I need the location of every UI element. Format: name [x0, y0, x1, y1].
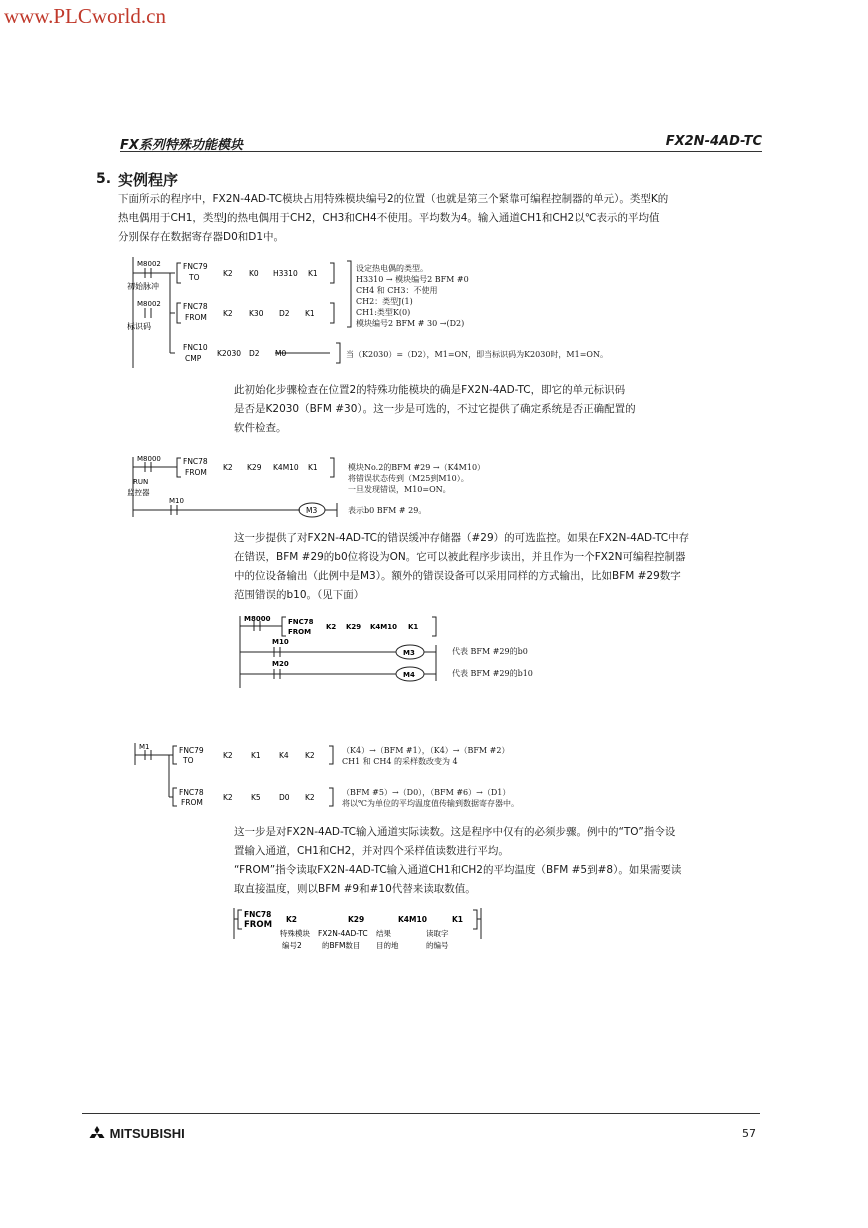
operand: K1 — [408, 623, 419, 631]
mitsubishi-logo — [88, 1126, 185, 1141]
operand: D2 — [279, 309, 290, 318]
init-explanation-paragraph — [234, 381, 754, 438]
ladder3-comment-b0: 代表 BFM #29的b0 — [452, 647, 528, 656]
operand: K30 — [249, 309, 264, 318]
monitor-label: 监控器 — [127, 488, 150, 497]
intro-paragraph — [118, 190, 768, 247]
para-line: “FROM”指令读取FX2N-4AD-TC输入通道CH1和CH2的平均温度（BFM #5到#8）。如果需要读 — [234, 864, 682, 876]
operand: K1 — [452, 915, 464, 924]
operand: K2 — [305, 793, 315, 802]
fnc-mnemonic: FROM — [288, 628, 312, 636]
coil-m3: M3 — [403, 649, 415, 657]
para-line: 中的位设备输出（此例中是M3）。额外的错误设备可以采用同样的方式输出，比如BFM #29数字 — [234, 570, 681, 582]
comment-line: 将错误状态传到（M25到M10）。 — [348, 474, 469, 483]
read-explanation-paragraph — [234, 823, 774, 899]
operand: K1 — [308, 463, 318, 472]
operand: K2030 — [217, 349, 242, 358]
ladder-diagram-read-channels — [133, 741, 363, 811]
fnc-mnemonic: TO — [183, 756, 194, 765]
operand: K2 — [305, 751, 315, 760]
operand: K2 — [223, 793, 233, 802]
para-line: 软件检查。 — [234, 422, 287, 434]
operand: K2 — [223, 463, 233, 472]
para-line: 在错误，BFM #29的b0位将设为ON。它可以被此程序步读出，并且作为一个FX2N可编程控制器 — [234, 551, 686, 563]
operand-desc: 的BFM数目 — [322, 941, 361, 950]
operand-desc: 的编号 — [426, 941, 449, 950]
ladder3-comment-b10: 代表 BFM #29的b10 — [452, 669, 533, 678]
operand: K2 — [223, 269, 233, 278]
comment-line: 模块No.2的BFM #29 →（K4M10） — [348, 463, 486, 472]
operand: K29 — [348, 915, 365, 924]
operand-desc: 特殊模块 — [280, 929, 310, 938]
comment-line: CH4 和 CH3：不使用 — [356, 286, 438, 295]
operand: K0 — [249, 269, 259, 278]
fnc-number: FNC78 — [244, 910, 272, 919]
section-title: 实例程序 — [118, 171, 179, 189]
run-label: RUN — [133, 478, 149, 486]
comment-line: H3310 → 模块编号2 BFM #0 — [356, 275, 469, 284]
operand: H3310 — [273, 269, 298, 278]
intro-line: 分别保存在数据寄存器D0和D1中。 — [118, 231, 285, 243]
para-line: 置输入通道，CH1和CH2，并对四个采样值读数进行平均。 — [234, 845, 509, 857]
section-number: 5. — [96, 171, 112, 187]
page-number: 57 — [742, 1127, 756, 1140]
ladder4-to-comment — [342, 745, 509, 767]
three-diamonds-icon — [88, 1126, 106, 1140]
operand: K4M10 — [398, 915, 427, 924]
operand: M0 — [275, 349, 287, 358]
fnc-mnemonic: TO — [189, 273, 200, 282]
comment-line: 模块编号2 BFM # 30 →(D2) — [356, 319, 465, 328]
contact-m1-label: M1 — [139, 743, 150, 751]
header-series-title: FX系列特殊功能模块 — [120, 138, 243, 153]
from-instruction-format — [230, 905, 490, 955]
ladder2-coil-comment: 表示b0 BFM # 29。 — [348, 506, 427, 515]
comment-line: 一旦发现错误，M10=ON。 — [348, 485, 451, 494]
coil-m3: M3 — [306, 506, 318, 515]
operand-desc: 结果 — [376, 929, 391, 938]
para-line: 取直接温度，则以BFM #9和#10代替来读取数值。 — [234, 883, 476, 895]
operand: K29 — [346, 623, 362, 631]
comment-line: （BFM #5）→（D0），（BFM #6）→（D1） — [342, 788, 511, 797]
operand-desc: 编号2 — [282, 941, 302, 950]
operand: D2 — [249, 349, 260, 358]
para-line: 是否是K2030（BFM #30）。这一步是可选的，不过它提供了确定系统是否正确配置的 — [234, 403, 636, 415]
fnc-number: FNC78 — [179, 788, 204, 797]
operand-desc: FX2N-4AD-TC — [318, 929, 368, 938]
brand-name: MITSUBISHI — [109, 1126, 185, 1141]
contact-m8002-label: M8002 — [137, 300, 161, 308]
fnc-mnemonic: FROM — [181, 798, 203, 807]
intro-line: 下面所示的程序中，FX2N-4AD-TC模块占用特殊模块编号2的位置（也就是第三个紧靠可编程控制器的单元）。类型K的 — [118, 193, 669, 205]
contact-m20-label: M20 — [272, 660, 289, 668]
ladder1-compare-comment: 当（K2030）=（D2），M1=ON，即当标识码为K2030时，M1=ON。 — [346, 350, 608, 359]
comment-line: CH2：类型J(1) — [356, 297, 413, 306]
intro-line: 热电偶用于CH1，类型J的热电偶用于CH2，CH3和CH4不使用。平均数为4。输入通道CH1和CH2以℃表示的平均值 — [118, 212, 660, 224]
comment-line: （K4）→（BFM #1），（K4）→（BFM #2） — [342, 746, 510, 755]
operand-desc: 读取字 — [426, 929, 449, 938]
operand: K4M10 — [370, 623, 398, 631]
init-pulse-label: 初始脉冲 — [127, 282, 159, 291]
operand-desc: 目的地 — [376, 941, 399, 950]
contact-m10-label: M10 — [169, 497, 184, 505]
contact-m8000-label: M8000 — [244, 615, 271, 623]
ladder2-comment-block — [348, 462, 485, 495]
comment-line: CH1:类型K(0) — [356, 308, 411, 317]
para-line: 这一步提供了对FX2N-4AD-TC的错误缓冲存储器（#29）的可选监控。如果在FX2N-4AD-TC中存 — [234, 532, 690, 544]
para-line: 范围错误的b10。（见下面） — [234, 589, 365, 601]
para-line: 这一步是对FX2N-4AD-TC输入通道实际读数。这是程序中仅有的必须步骤。例中的“TO”指令设 — [234, 826, 676, 838]
fnc-number: FNC78 — [183, 302, 208, 311]
fnc-mnemonic: CMP — [185, 354, 202, 363]
comment-line: CH1 和 CH4 的采样数改变为 4 — [342, 757, 458, 766]
contact-m10-label: M10 — [272, 638, 289, 646]
operand: K5 — [251, 793, 261, 802]
comment-line: 设定热电偶的类型。 — [356, 264, 428, 273]
fnc-mnemonic: FROM — [185, 468, 207, 477]
fnc-number: FNC10 — [183, 343, 208, 352]
operand: K2 — [223, 751, 233, 760]
id-code-label: 标识码 — [127, 322, 151, 331]
operand: K4M10 — [273, 463, 299, 472]
operand: K1 — [308, 269, 318, 278]
contact-m8002-label: M8002 — [137, 260, 161, 268]
fnc-number: FNC79 — [183, 262, 208, 271]
operand: K1 — [251, 751, 261, 760]
operand: D0 — [279, 793, 290, 802]
operand: K2 — [223, 309, 233, 318]
operand: K1 — [305, 309, 315, 318]
monitor-explanation-paragraph — [234, 529, 770, 605]
contact-m8000-label: M8000 — [137, 455, 161, 463]
comment-line: 将以℃为单位的平均温度值传输到数据寄存器中。 — [342, 799, 519, 808]
fnc-number: FNC78 — [288, 618, 314, 626]
header-rule — [120, 151, 762, 152]
operand: K29 — [247, 463, 262, 472]
operand: K2 — [286, 915, 298, 924]
para-line: 此初始化步骤检查在位置2的特殊功能模块的确是FX2N-4AD-TC，即它的单元标识码 — [234, 384, 626, 396]
operand: K2 — [326, 623, 337, 631]
fnc-number: FNC78 — [183, 457, 208, 466]
operand: K4 — [279, 751, 289, 760]
fnc-mnemonic: FROM — [244, 920, 273, 930]
header-model: FX2N-4AD-TC — [665, 134, 762, 149]
ladder4-from-comment — [342, 787, 519, 809]
coil-m4: M4 — [403, 671, 415, 679]
fnc-mnemonic: FROM — [185, 313, 207, 322]
ladder1-comment-block — [356, 263, 469, 329]
footer-rule — [82, 1113, 760, 1114]
fnc-number: FNC79 — [179, 746, 204, 755]
watermark-text: www.PLCworld.cn — [4, 4, 166, 28]
